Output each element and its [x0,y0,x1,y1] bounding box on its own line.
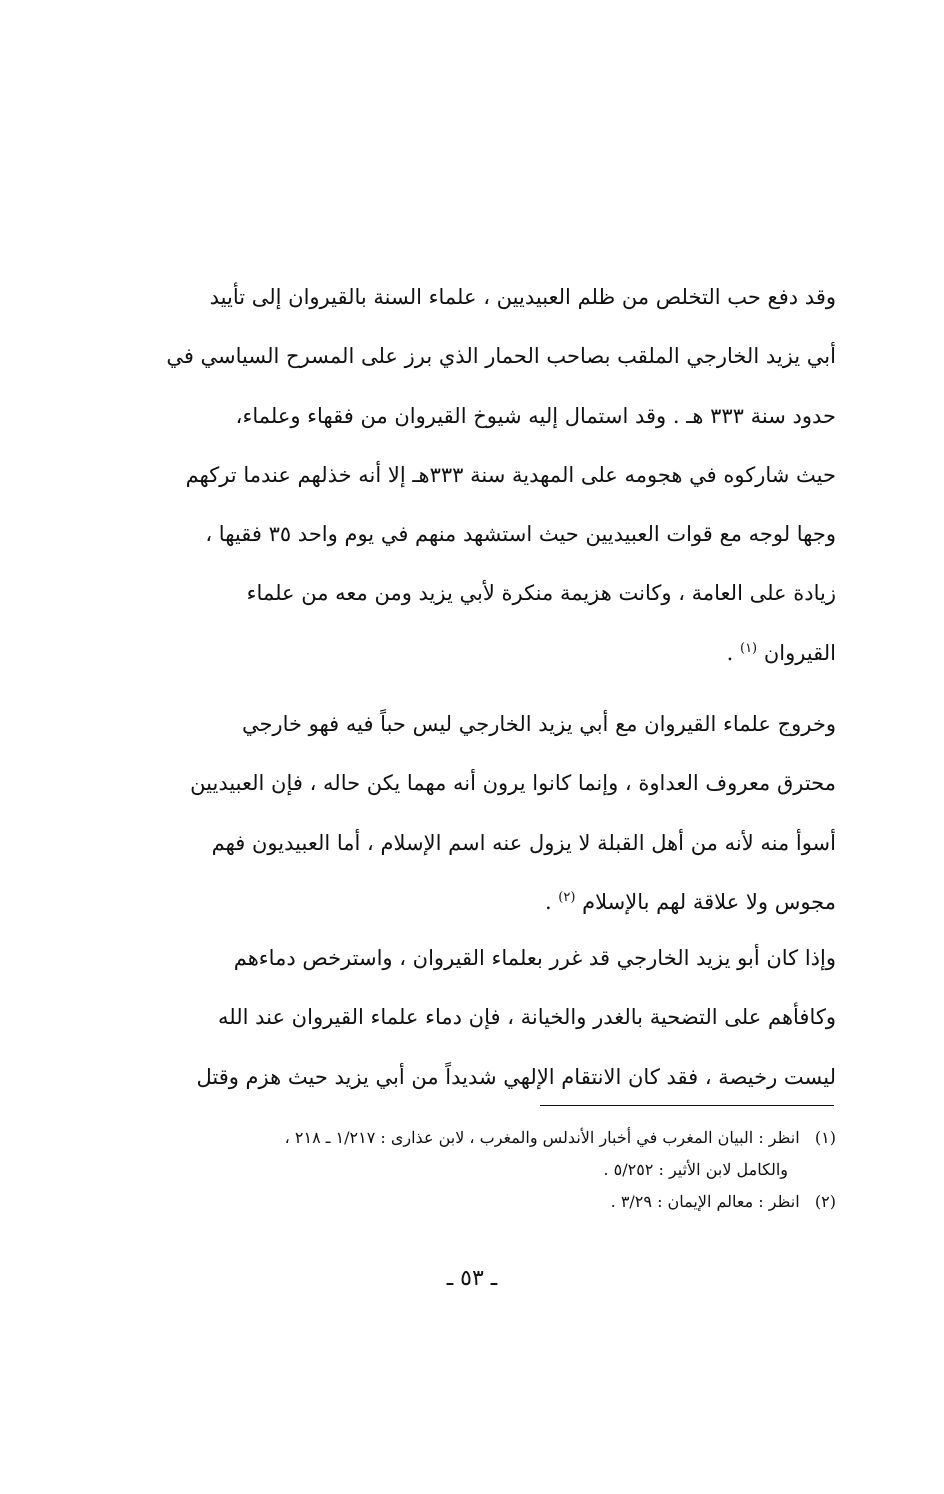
paragraph-line: وخروج علماء القيروان مع أبي يزيد الخارجي ليس حباً فيه فهو خارجي [241,712,836,736]
sentence-end: . [544,889,559,914]
paragraph-2 [112,695,836,932]
paragraph-last-line [112,873,836,932]
footnote-mark: (٢) [814,1192,836,1211]
paragraph-line: محترق معروف العداوة ، وإنما كانوا يرون أنه مهما يكن حاله ، فإن العبيديين [190,771,836,796]
paragraph-line: وقد دفع حب التخلص من ظلم العبيديين ، علماء السنة بالقيروان إلى تأييد [209,285,836,309]
footnote-1 [112,1122,836,1154]
paragraph-last-line [112,624,836,683]
paragraph-line: حيث شاركوه في هجومه على المهدية سنة ٣٣٣هـ إلا أنه خذلهم عندما تركهم [185,462,836,487]
footnote-1-continuation: والكامل لابن الأثير : ٥/٢٥٢ . [603,1160,788,1179]
paragraph-line-text: القيروان [763,640,836,665]
footnote-reference[interactable]: (١) [739,640,758,656]
paragraph-3 [112,929,836,1107]
paragraph-line-text: مجوس ولا علاقة لهم بالإسلام [582,889,836,914]
footnote-reference[interactable]: (٢) [558,889,576,905]
paragraph-line: أبي يزيد الخارجي الملقب بصاحب الحمار الذي برز على المسرح السياسي في [166,344,836,369]
paragraph-line: وجها لوجه مع قوات العبيديين حيث استشهد منهم في يوم واحد ٣٥ فقيها ، [205,522,836,547]
paragraph-line: وكافأهم على التضحية بالغدر والخيانة ، فإن دماء علماء القيروان عند الله [218,1005,836,1030]
paragraph-line: ليست رخيصة ، فقد كان الانتقام الإلهي شديداً من أبي يزيد حيث هزم وقتل [196,1064,836,1089]
footnote-text: انظر : البيان المغرب في أخبار الأندلس والمغرب ، لابن عذارى : ١/٢١٧ ـ ٢١٨ ، [284,1128,800,1147]
footnote-divider [540,1105,834,1106]
paragraph-line: أسوأ منه لأنه من أهل القبلة لا يزول عنه اسم الإسلام ، أما العبيديون فهم [211,830,836,855]
footnotes [112,1122,836,1218]
paragraph-1 [112,268,836,683]
paragraph-line: زيادة على العامة ، وكانت هزيمة منكرة لأبي يزيد ومن معه من علماء [246,581,836,606]
paragraph-line: حدود سنة ٣٣٣ هـ . وقد استمال إليه شيوخ القيروان من فقهاء وعلماء، [235,403,836,428]
footnote-text: انظر : معالم الإيمان : ٣/٢٩ . [610,1192,800,1211]
footnote-mark: (١) [814,1128,836,1147]
paragraph-line: وإذا كان أبو يزيد الخارجي قد غرر بعلماء القيروان ، واسترخص دماءهم [233,946,836,970]
footnote-2 [112,1186,836,1218]
page-number: ـ ٥٣ ـ [446,1266,498,1291]
sentence-end: . [726,640,740,665]
